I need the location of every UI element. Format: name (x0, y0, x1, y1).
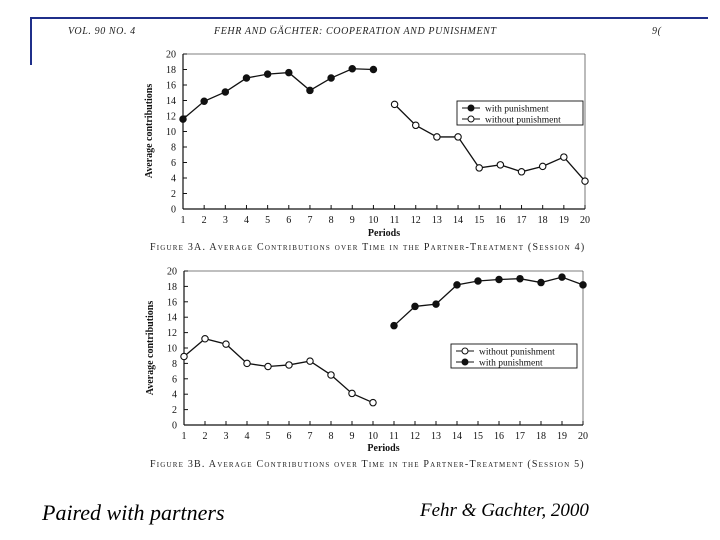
y-tick-label: 12 (167, 328, 177, 340)
y-tick-label: 8 (171, 142, 176, 154)
data-point-filled (412, 303, 418, 309)
x-tick-label: 6 (286, 215, 292, 226)
x-tick-label: 19 (558, 215, 569, 226)
y-tick-label: 6 (172, 374, 177, 386)
footer-caption: Paired with partners (42, 500, 225, 525)
legend-label: without punishment (485, 115, 561, 126)
series-line-without-punishment (184, 339, 373, 403)
data-point-filled (517, 276, 523, 282)
figure-3b-caption: Figure 3B. Average Contributions over Time in the Partner-Treatment (Session 5) (150, 459, 585, 470)
y-tick-label: 6 (171, 158, 176, 169)
legend-label: with punishment (479, 358, 543, 369)
x-tick-label: 7 (307, 431, 313, 442)
x-tick-label: 8 (328, 431, 334, 442)
figure-3a-caption: Figure 3A. Average Contributions over Time in the Partner-Treatment (Session 4) (150, 242, 586, 253)
data-point-open (286, 362, 292, 368)
x-tick-label: 20 (578, 431, 588, 442)
data-point-open (223, 341, 229, 347)
y-tick-label: 4 (172, 389, 177, 401)
data-point-filled (454, 282, 460, 288)
x-tick-label: 16 (495, 215, 506, 226)
x-tick-label: 14 (453, 215, 464, 226)
data-point-open (244, 360, 250, 366)
x-tick-label: 13 (431, 215, 442, 226)
footer-citation: Fehr & Gachter, 2000 (420, 500, 589, 521)
y-tick-label: 0 (171, 204, 176, 216)
y-tick-label: 2 (172, 405, 177, 417)
x-axis-title: Periods (367, 228, 401, 239)
legend-marker (462, 348, 468, 354)
x-tick-label: 19 (557, 431, 567, 442)
x-tick-label: 7 (307, 215, 313, 226)
journal-page-number: 9( (652, 26, 662, 37)
data-point-filled (538, 279, 544, 285)
y-tick-label: 0 (172, 420, 177, 432)
x-tick-label: 4 (244, 431, 250, 442)
x-tick-label: 16 (494, 431, 504, 442)
x-tick-label: 18 (536, 431, 546, 442)
y-tick-label: 14 (167, 312, 177, 324)
x-tick-label: 12 (410, 215, 421, 226)
y-tick-label: 10 (167, 343, 177, 355)
legend-label: with punishment (485, 104, 549, 115)
x-tick-label: 15 (473, 431, 483, 442)
x-axis-title: Periods (367, 443, 400, 454)
y-tick-label: 20 (166, 49, 176, 61)
data-point-filled (580, 282, 586, 288)
y-tick-label: 18 (167, 281, 177, 293)
x-tick-label: 3 (222, 215, 228, 226)
series-line-with-punishment (394, 277, 583, 326)
data-point-filled (475, 278, 481, 284)
data-point-open (328, 372, 334, 378)
x-tick-label: 14 (452, 431, 462, 442)
y-tick-label: 12 (166, 111, 176, 123)
y-tick-label: 4 (171, 173, 176, 185)
data-point-open (265, 363, 271, 369)
x-tick-label: 15 (474, 215, 485, 226)
journal-volume: VOL. 90 NO. 4 (68, 26, 136, 37)
data-point-filled (391, 322, 397, 328)
journal-running-title: FEHR AND GÄCHTER: COOPERATION AND PUNISHMENT (214, 26, 497, 37)
x-tick-label: 1 (181, 431, 187, 442)
x-tick-label: 9 (349, 215, 355, 226)
x-tick-label: 18 (537, 215, 548, 226)
x-tick-label: 11 (389, 215, 400, 226)
y-tick-label: 2 (171, 189, 176, 200)
y-axis-title: Average contributions (145, 300, 156, 396)
x-tick-label: 13 (431, 431, 441, 442)
legend-label: without punishment (479, 347, 555, 358)
x-tick-label: 10 (368, 431, 378, 442)
data-point-filled (433, 301, 439, 307)
y-tick-label: 20 (167, 266, 177, 278)
y-tick-label: 10 (166, 127, 176, 138)
x-tick-label: 2 (202, 431, 208, 442)
legend-marker (462, 359, 468, 365)
x-tick-label: 1 (180, 215, 186, 226)
y-axis-title: Average contributions (144, 83, 155, 179)
x-tick-label: 5 (265, 431, 271, 442)
x-tick-label: 5 (265, 215, 271, 226)
data-point-filled (559, 274, 565, 280)
x-tick-label: 3 (223, 431, 229, 442)
x-tick-label: 12 (410, 431, 420, 442)
y-tick-label: 16 (167, 297, 177, 309)
data-point-filled (496, 276, 502, 282)
x-tick-label: 10 (368, 215, 379, 226)
y-tick-label: 18 (166, 65, 176, 76)
y-tick-label: 16 (166, 80, 176, 92)
data-point-open (307, 358, 313, 364)
x-tick-label: 2 (201, 215, 207, 226)
data-point-open (349, 390, 355, 396)
x-tick-label: 4 (243, 215, 249, 226)
x-tick-label: 6 (286, 431, 292, 442)
y-tick-label: 8 (172, 358, 177, 370)
data-point-open (202, 336, 208, 342)
x-tick-label: 20 (580, 215, 590, 226)
data-point-open (370, 399, 376, 405)
y-tick-label: 14 (166, 96, 176, 107)
x-tick-label: 8 (328, 215, 334, 226)
x-tick-label: 9 (349, 431, 355, 442)
data-point-open (181, 353, 187, 359)
x-tick-label: 17 (515, 431, 525, 442)
x-tick-label: 11 (389, 431, 399, 442)
x-tick-label: 17 (516, 215, 527, 226)
